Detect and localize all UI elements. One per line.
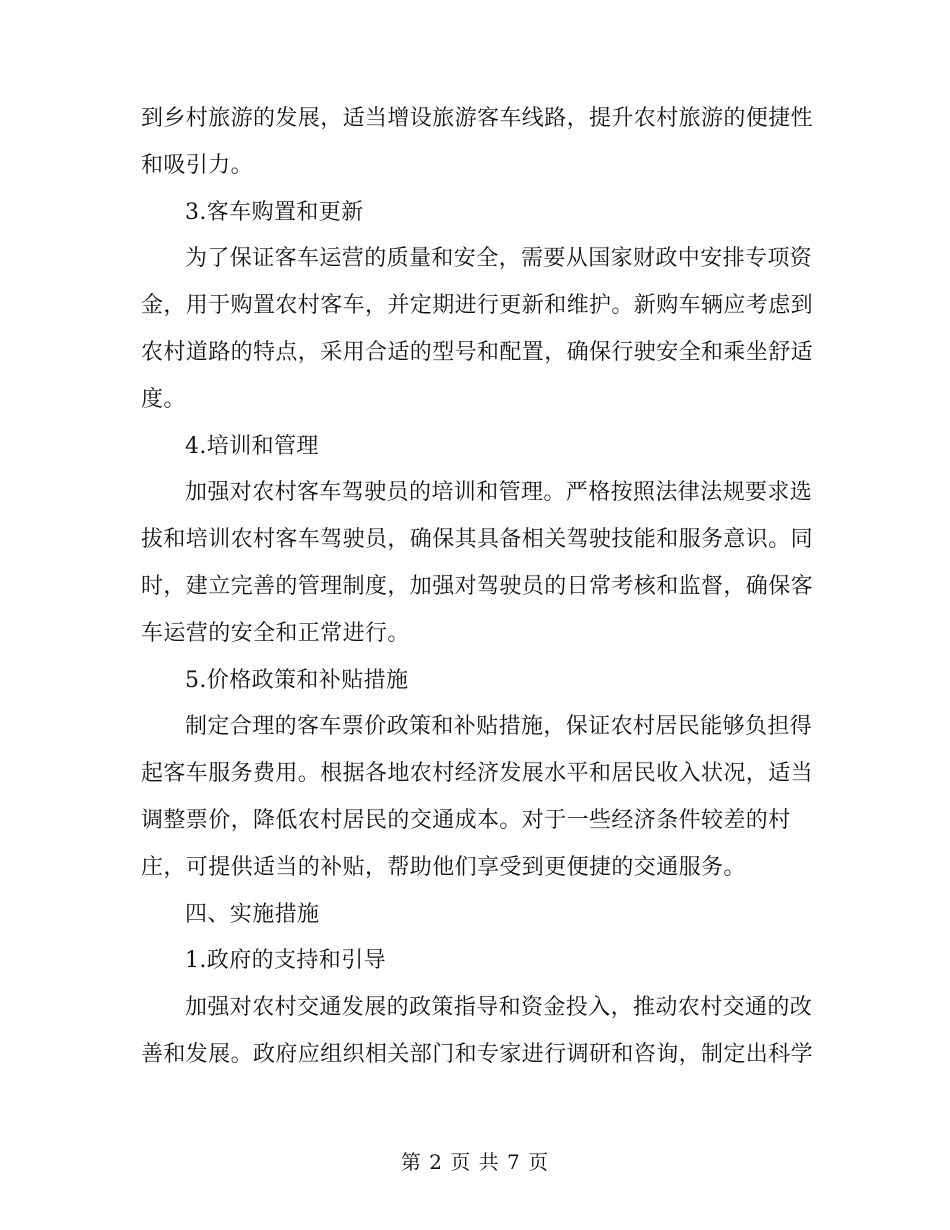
section-heading-1 [141,938,801,985]
text-line: 善和发展。政府应组织相关部门和专家进行调研和咨询，制定出科学 [141,1041,814,1067]
text-line: 起客车服务费用。根据各地农村经济发展水平和居民收入状况，适当 [141,761,814,787]
paragraph-body [141,985,814,1079]
paragraph-continuation [141,96,814,190]
text-line: 为了保证客车运营的质量和安全，需要从国家财政中安排专项资 [185,246,813,272]
text-line: 加强对农村交通发展的政策指导和资金投入，推动农村交通的改 [185,995,813,1021]
section-heading-5 [141,658,801,705]
page-number-footer: 第 2 页 共 7 页 [400,1150,550,1174]
section-heading-3 [141,190,801,237]
text-line: 度。 [141,386,186,412]
text-line: 和吸引力。 [141,152,254,178]
heading-text: 3.客车购置和更新 [185,199,364,225]
section-heading-4 [141,424,801,471]
heading-text: 四、实施措施 [185,901,320,927]
paragraph-body [141,470,814,657]
text-line: 拔和培训农村客车驾驶员，确保其具备相关驾驶技能和服务意识。同 [141,527,814,553]
section-heading-four [141,892,801,939]
text-line: 金，用于购置农村客车，并定期进行更新和维护。新购车辆应考虑到 [141,293,814,319]
text-line: 农村道路的特点，采用合适的型号和配置，确保行驶安全和乘坐舒适 [141,339,814,365]
heading-text: 4.培训和管理 [185,433,319,459]
text-line: 车运营的安全和正常进行。 [141,620,410,646]
text-line: 庄，可提供适当的补贴，帮助他们享受到更便捷的交通服务。 [141,854,746,880]
heading-text: 1.政府的支持和引导 [185,948,386,974]
text-line: 到乡村旅游的发展，适当增设旅游客车线路，提升农村旅游的便捷性 [141,106,814,131]
heading-text: 5.价格政策和补贴措施 [185,667,409,693]
text-line: 时，建立完善的管理制度，加强对驾驶员的日常考核和监督，确保客 [141,573,814,599]
text-line: 加强对农村客车驾驶员的培训和管理。严格按照法律法规要求选 [185,480,813,506]
text-line: 调整票价，降低农村居民的交通成本。对于一些经济条件较差的村 [141,807,791,833]
text-line: 制定合理的客车票价政策和补贴措施，保证农村居民能够负担得 [185,714,813,740]
paragraph-body [141,236,814,423]
document-body [141,96,814,1079]
paragraph-body [141,704,814,891]
